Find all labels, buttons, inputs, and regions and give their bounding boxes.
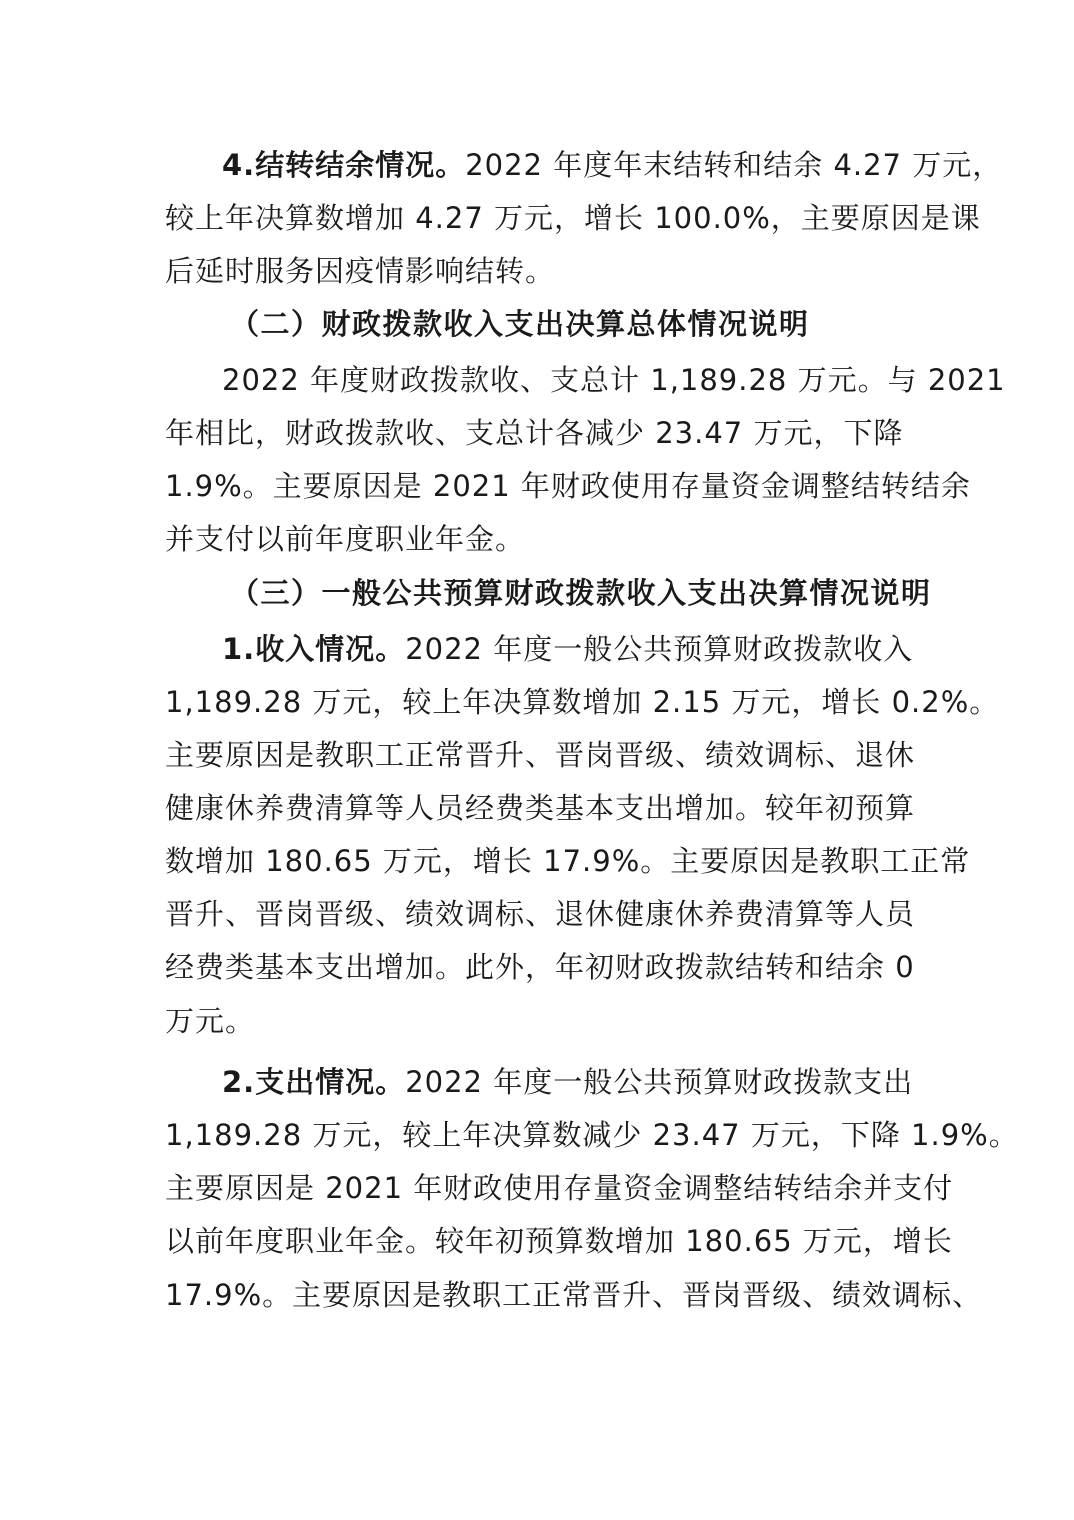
paragraph-line: 主要原因是教职工正常晋升、晋岗晋级、绩效调标、退休 <box>165 738 916 772</box>
paragraph-line: 以前年度职业年金。较年初预算数增加 180.65 万元，增长 <box>165 1224 953 1258</box>
paragraph-line: 1,189.28 万元，较上年决算数减少 23.47 万元，下降 1.9%。 <box>165 1118 1019 1152</box>
paragraph-line: 并支付以前年度职业年金。 <box>165 522 526 556</box>
section-lead: 2.支出情况。 <box>222 1065 406 1099</box>
paragraph-line: 健康休养费清算等人员经费类基本支出增加。较年初预算 <box>165 791 916 825</box>
paragraph-text: 2022 年度一般公共预算财政拨款收入 <box>405 632 914 666</box>
section-heading: （二）财政拨款收入支出决算总体情况说明 <box>230 307 810 341</box>
paragraph-line <box>222 629 913 669</box>
paragraph-line: 较上年决算数增加 4.27 万元，增长 100.0%，主要原因是课 <box>165 201 981 235</box>
paragraph-line: 晋升、晋岗晋级、绩效调标、退休健康休养费清算等人员 <box>165 897 916 931</box>
paragraph-line: 万元。 <box>165 1004 256 1038</box>
paragraph-line: 17.9%。主要原因是教职工正常晋升、晋岗晋级、绩效调标、 <box>165 1278 983 1312</box>
paragraph-line <box>222 145 1002 185</box>
paragraph-line: 1,189.28 万元，较上年决算数增加 2.15 万元，增长 0.2%。 <box>165 685 1000 719</box>
paragraph-line: 数增加 180.65 万元，增长 17.9%。主要原因是教职工正常 <box>165 844 971 878</box>
section-heading: （三）一般公共预算财政拨款收入支出决算情况说明 <box>230 576 932 610</box>
paragraph-text: 2022 年度一般公共预算财政拨款支出 <box>405 1065 914 1099</box>
paragraph-line: 2022 年度财政拨款收、支总计 1,189.28 万元。与 2021 <box>222 363 1006 397</box>
paragraph-line: 后延时服务因疫情影响结转。 <box>165 254 556 288</box>
section-lead: 4.结转结余情况。 <box>222 148 466 182</box>
paragraph-text: 2022 年度年末结转和结余 4.27 万元， <box>465 148 1003 182</box>
paragraph-line: 经费类基本支出增加。此外，年初财政拨款结转和结余 0 <box>165 950 915 984</box>
paragraph-line <box>222 1062 913 1102</box>
paragraph-line: 主要原因是 2021 年财政使用存量资金调整结转结余并支付 <box>165 1171 954 1205</box>
paragraph-line: 1.9%。主要原因是 2021 年财政使用存量资金调整结转结余 <box>165 469 971 503</box>
paragraph-line: 年相比，财政拨款收、支总计各减少 23.47 万元，下降 <box>165 416 904 450</box>
section-lead: 1.收入情况。 <box>222 632 406 666</box>
